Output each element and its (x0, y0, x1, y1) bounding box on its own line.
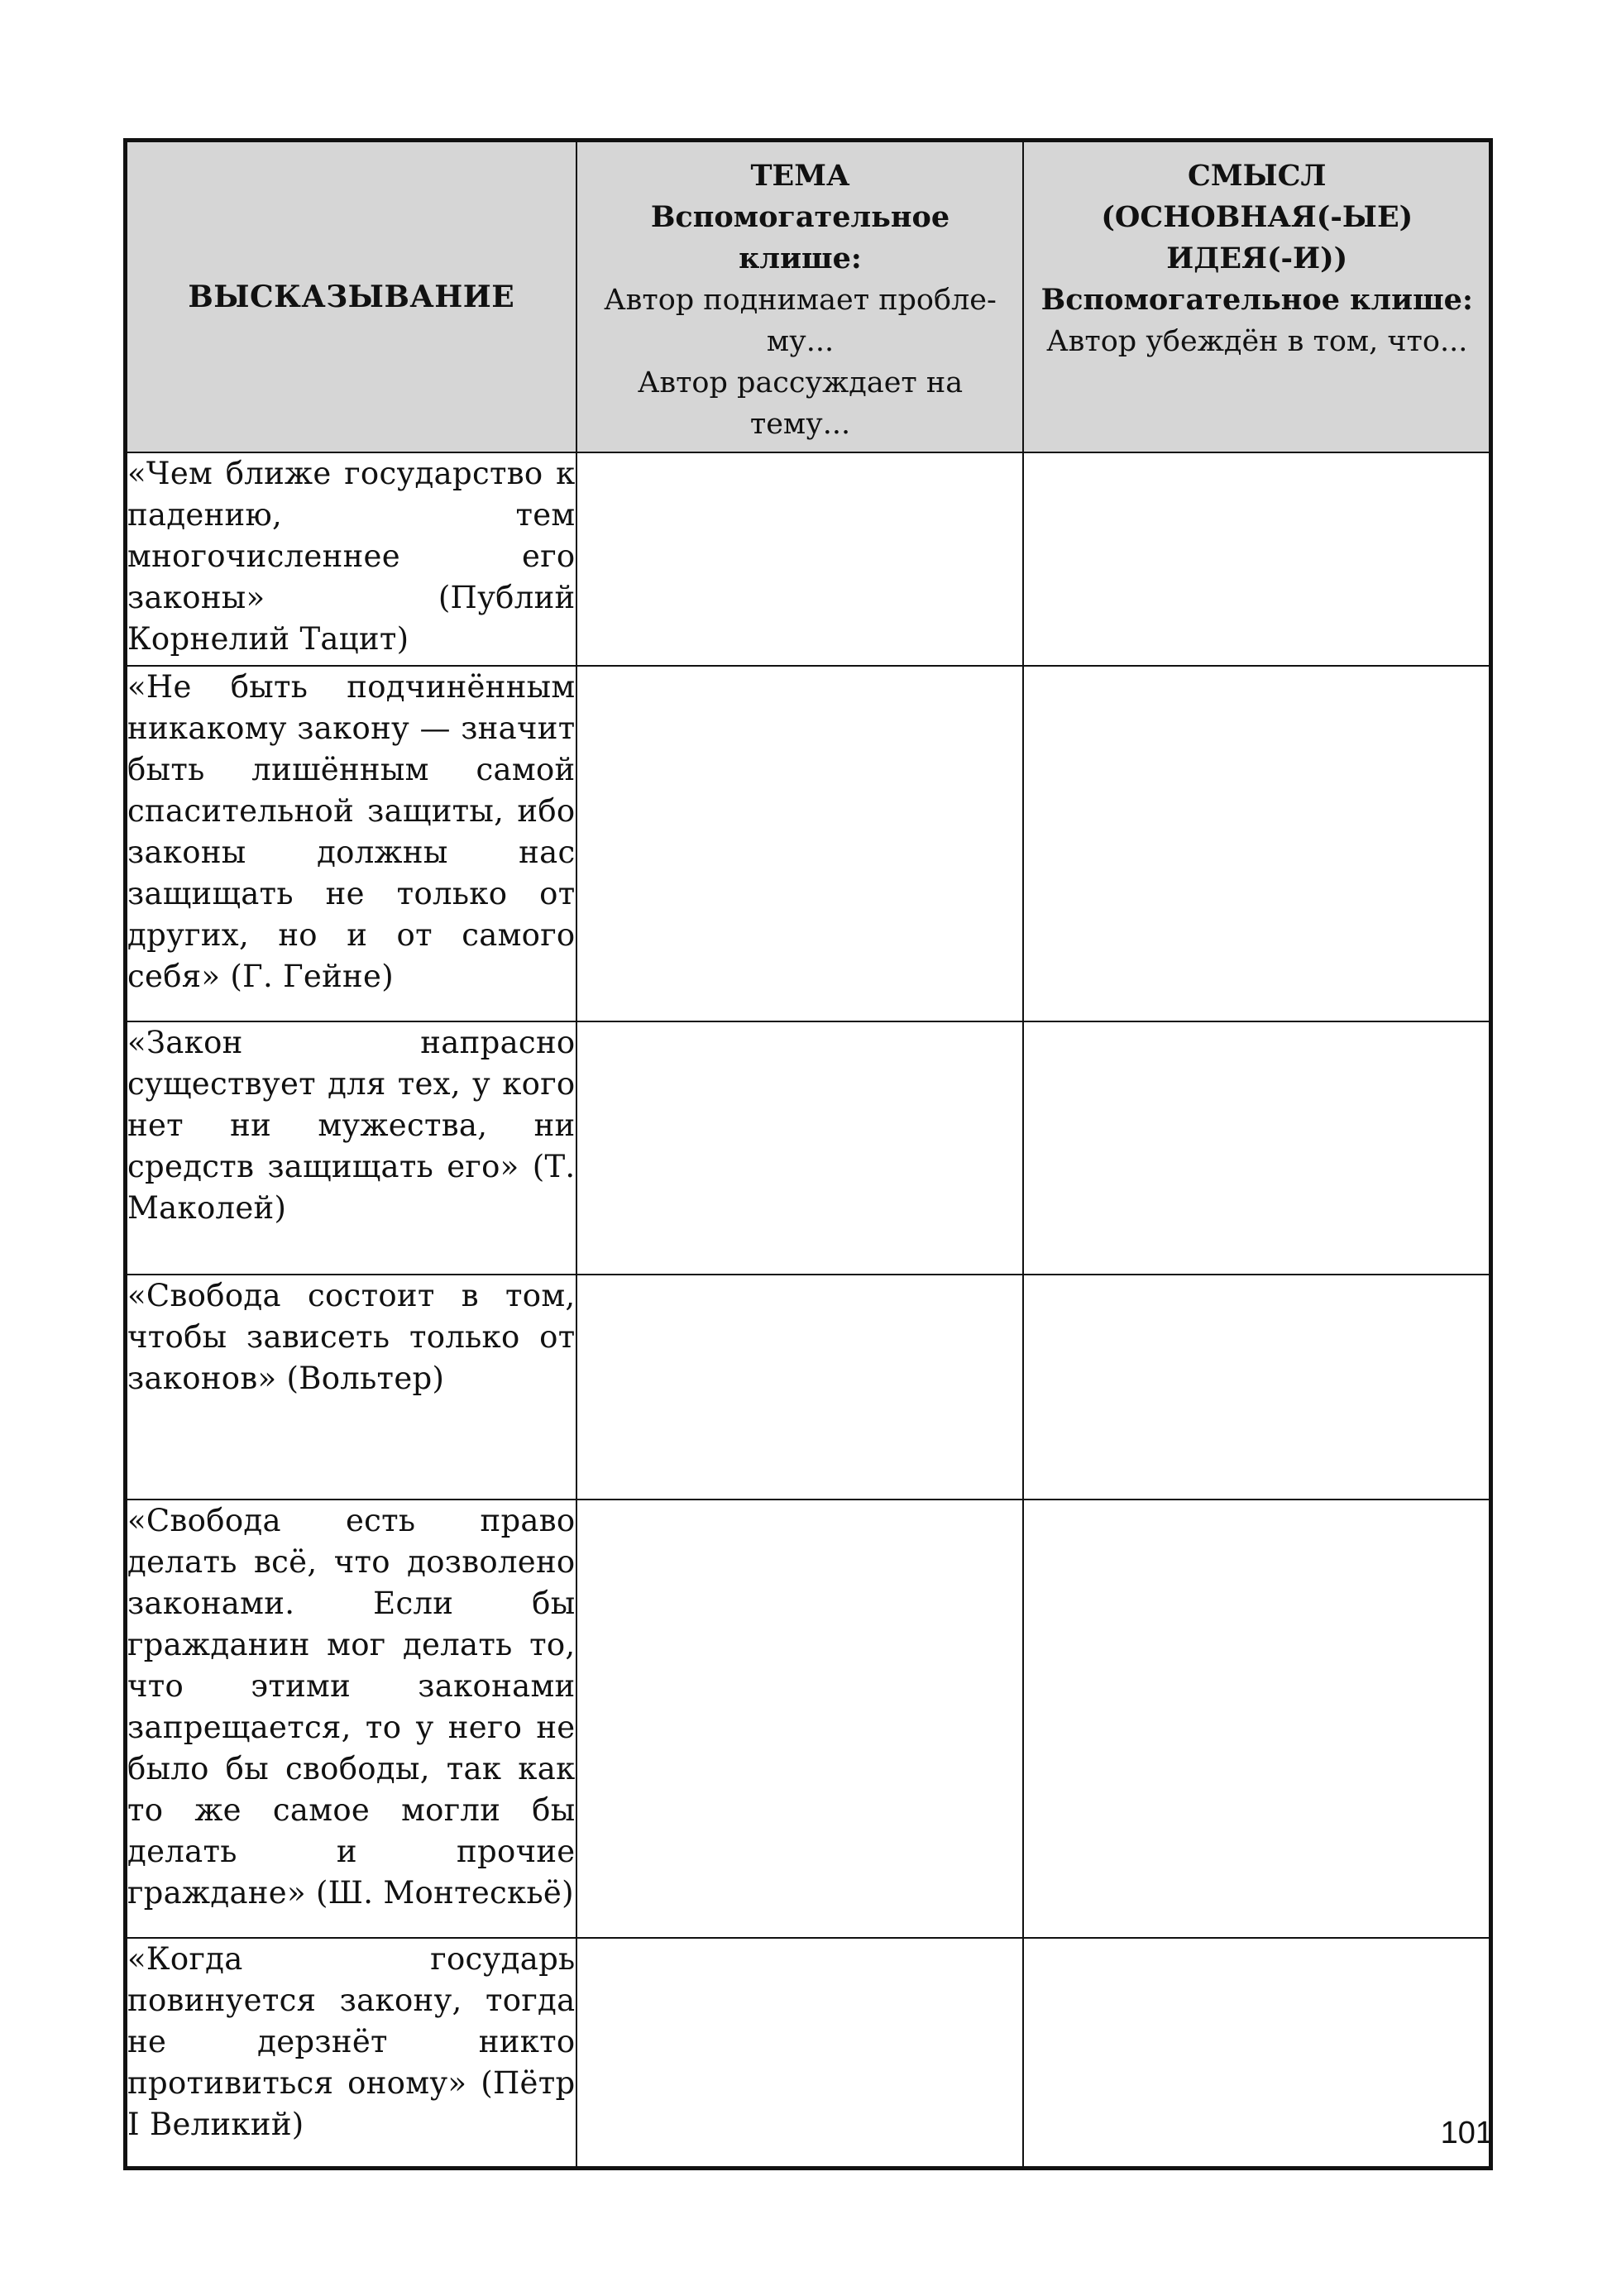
theme-answer-cell[interactable] (576, 1021, 1023, 1275)
quote-cell: «Закон напрасно существует для тех, у кого нет ни мужества, ни средств защищать его» (Т. Маколей) (126, 1021, 576, 1275)
header-quote-column (126, 141, 576, 453)
theme-answer-cell[interactable] (576, 1500, 1023, 1938)
header-theme-column (576, 141, 1023, 453)
header-meaning-title-line: СМЫСЛ (1188, 159, 1327, 193)
header-meaning-cliche-line: Автор убеждён в том, что... (1046, 325, 1468, 358)
meaning-answer-cell[interactable] (1023, 1021, 1491, 1275)
meaning-answer-cell[interactable] (1023, 666, 1491, 1021)
theme-answer-cell[interactable] (576, 452, 1023, 666)
quotes-analysis-table (123, 138, 1493, 2170)
quote-cell: «Чем ближе государство к падению, тем многочисленнее его законы» (Публий Корнелий Тацит) (126, 452, 576, 666)
table-row (126, 452, 1491, 666)
theme-answer-cell[interactable] (576, 666, 1023, 1021)
meaning-answer-cell[interactable] (1023, 1938, 1491, 2168)
header-theme-cliche-line: Автор поднимает пробле- (604, 284, 997, 317)
quote-cell: «Свобода состоит в том, чтобы зависеть только от законов» (Вольтер) (126, 1275, 576, 1500)
quote-cell: «Свобода есть право делать всё, что дозволено законами. Если бы гражданин мог делать то, что этими законами запрещается, то у него не было бы свободы, так как то же самое могли бы делать и прочие граждане» (Ш. Монтескьё) (126, 1500, 576, 1938)
header-theme-cliche-label: Вспомогательное клише: (650, 200, 950, 275)
header-meaning-title-line: (ОСНОВНАЯ(-ЫЕ) (1101, 200, 1413, 234)
meaning-answer-cell[interactable] (1023, 1500, 1491, 1938)
quote-cell: «Когда государь повинуется закону, тогда не дерзнёт никто противиться оному» (Пётр I Великий) (126, 1938, 576, 2168)
quote-cell: «Не быть подчинённым никакому закону — значит быть лишённым самой спасительной защиты, ибо законы должны нас защищать не только от других, но и от самого себя» (Г. Гейне) (126, 666, 576, 1021)
header-theme-cliche-line: му... (766, 325, 835, 358)
table-header-row (126, 141, 1491, 453)
table-row (126, 1938, 1491, 2168)
page-number: 101 (1440, 2116, 1493, 2150)
header-theme-title: ТЕМА (750, 159, 850, 193)
table-row (126, 666, 1491, 1021)
header-meaning-cliche-label: Вспомогательное клише: (1040, 283, 1473, 317)
header-meaning-column (1023, 141, 1491, 453)
header-quote-label: ВЫСКАЗЫВАНИЕ (188, 280, 515, 314)
header-theme-cliche-line: Автор рассуждает на тему... (637, 366, 964, 441)
theme-answer-cell[interactable] (576, 1275, 1023, 1500)
meaning-answer-cell[interactable] (1023, 1275, 1491, 1500)
table-row (126, 1021, 1491, 1275)
header-meaning-title-line: ИДЕЯ(-И)) (1166, 242, 1348, 275)
table-row (126, 1275, 1491, 1500)
theme-answer-cell[interactable] (576, 1938, 1023, 2168)
table-row (126, 1500, 1491, 1938)
meaning-answer-cell[interactable] (1023, 452, 1491, 666)
